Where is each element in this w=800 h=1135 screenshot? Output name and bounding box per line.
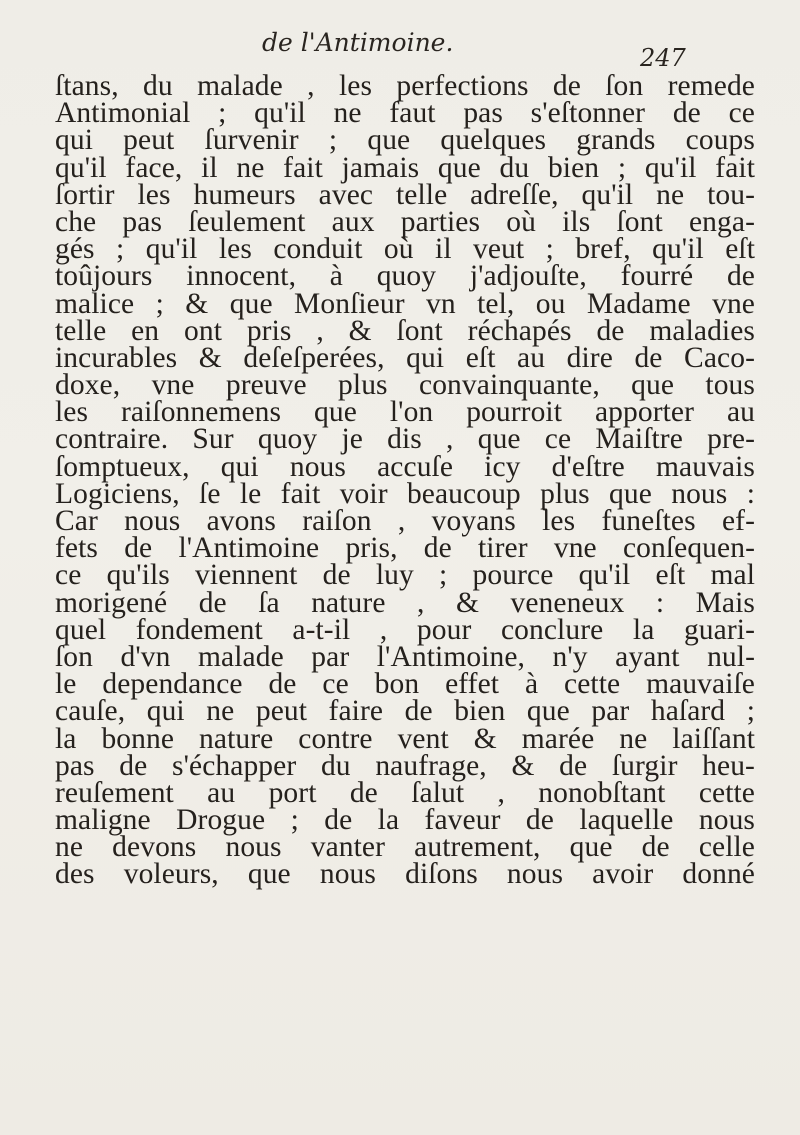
body-text	[55, 70, 755, 891]
text-line: gés ; qu'il les conduit où il veut ; bref, qu'il eſt	[55, 233, 755, 266]
text-line: Logiciens, ſe le fait voir beaucoup plus que nous :	[55, 477, 755, 510]
text-line: pas de s'échapper du naufrage, & de ſurgir heu-	[55, 749, 755, 782]
text-line: morigené de ſa nature , & veneneux : Mais	[55, 586, 755, 619]
text-line: Car nous avons raiſon , voyans les funeſtes ef-	[55, 505, 755, 537]
text-line: incurables & deſeſperées, qui eſt au dire de Caco-	[55, 341, 755, 374]
text-line: le dependance de ce bon effet à cette mauvaiſe	[55, 668, 755, 701]
text-line: contraire. Sur quoy je dis , que ce Maiſtre pre-	[55, 423, 755, 456]
text-line: doxe, vne preuve plus convainquante, que tous	[55, 369, 755, 402]
page-header	[0, 28, 800, 72]
text-line: les raiſonnemens que l'on pourroit apporter au	[55, 396, 755, 429]
text-line: cauſe, qui ne peut faire de bien que par haſard ;	[55, 695, 755, 728]
text-line: maligne Drogue ; de la faveur de laquelle nous	[55, 804, 755, 837]
text-line: des voleurs, que nous diſons nous avoir donné	[55, 858, 755, 891]
text-line: ſortir les humeurs avec telle adreſſe, qu'il ne tou-	[55, 178, 755, 211]
text-line: malice ; & que Monſieur vn tel, ou Madame vne	[55, 287, 755, 320]
text-line: reuſement au port de ſalut , nonobſtant cette	[55, 776, 755, 809]
text-line: ſtans, du malade , les perfections de ſon remede	[55, 70, 755, 102]
running-head: de l'Antimoine.	[262, 28, 454, 57]
text-line: ſon d'vn malade par l'Antimoine, n'y ayant nul-	[55, 640, 755, 673]
text-line: ne devons nous vanter autrement, que de celle	[55, 831, 755, 864]
text-line: Antimonial ; qu'il ne faut pas s'eſtonner de ce	[55, 97, 755, 130]
text-line: quel fondement a-t-il , pour conclure la guari-	[55, 613, 755, 646]
text-line: toûjours innocent, à quoy j'adjouſte, fourré de	[55, 260, 755, 293]
text-line: ſomptueux, qui nous accuſe icy d'eſtre mauvais	[55, 450, 755, 483]
text-line: qui peut ſurvenir ; que quelques grands coups	[55, 124, 755, 157]
text-line: la bonne nature contre vent & marée ne laiſſant	[55, 722, 755, 755]
text-line: telle en ont pris , & ſont réchapés de maladies	[55, 314, 755, 347]
text-line: qu'il face, il ne fait jamais que du bien ; qu'il fait	[55, 151, 755, 184]
text-line: ce qu'ils viennent de luy ; pource qu'il eſt mal	[55, 559, 755, 592]
text-line: fets de l'Antimoine pris, de tirer vne conſequen-	[55, 532, 755, 565]
page-number: 247	[640, 44, 686, 72]
text-line: che pas ſeulement aux parties où ils ſont enga-	[55, 205, 755, 238]
